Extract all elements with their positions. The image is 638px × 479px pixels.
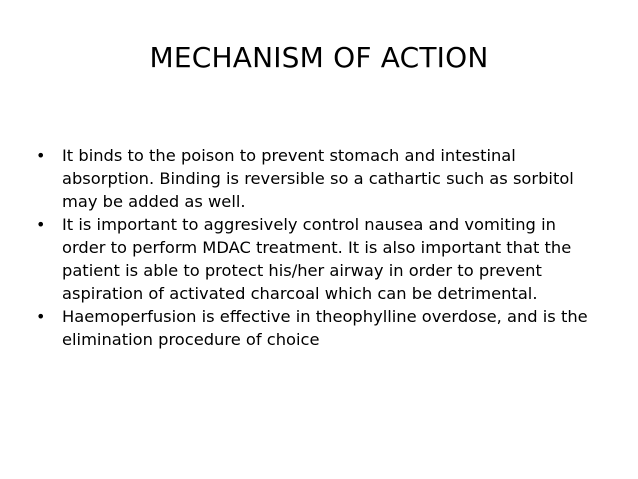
bullet-icon: • (36, 215, 46, 234)
bullet-item (36, 144, 596, 213)
bullet-text: It binds to the poison to prevent stomach and intestinal absorption. Binding is reversible so a cathartic such as sorbitol may be added as well. (62, 146, 574, 211)
slide-title: MECHANISM OF ACTION (149, 41, 489, 74)
bullet-item (36, 213, 596, 305)
bullet-text: Haemoperfusion is effective in theophylline overdose, and is the elimination procedure of choice (62, 307, 588, 349)
bullet-list (36, 144, 596, 351)
bullet-text: It is important to aggresively control nausea and vomiting in order to perform MDAC treatment. It is also important that the patient is able to protect his/her airway in order to prevent aspiration of activated charcoal which can be detrimental. (62, 215, 572, 303)
bullet-item (36, 305, 596, 351)
bullet-icon: • (36, 146, 46, 165)
bullet-icon: • (36, 307, 46, 326)
